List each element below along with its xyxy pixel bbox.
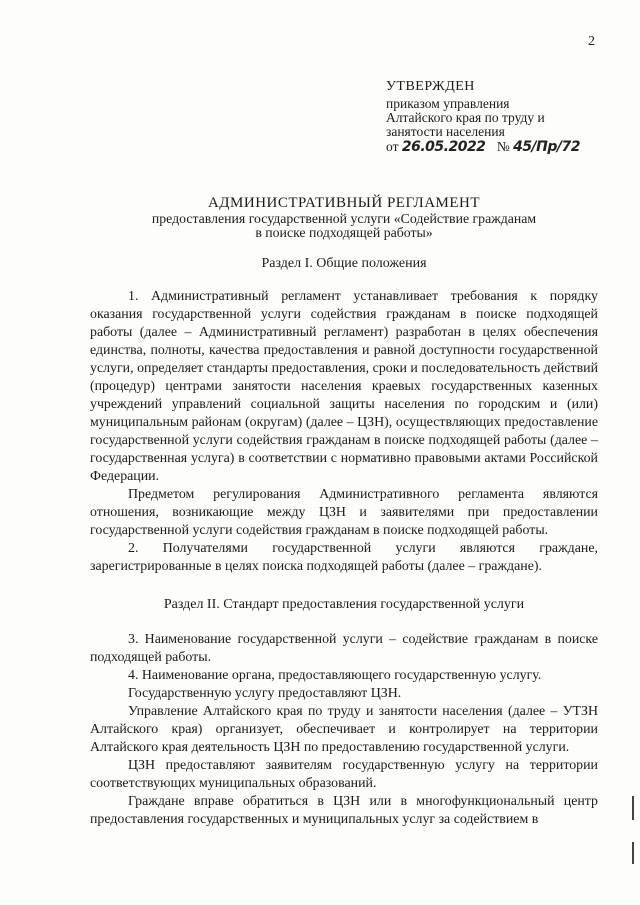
section-body bbox=[90, 288, 598, 576]
page-number: 2 bbox=[588, 34, 595, 49]
scan-edge-mark bbox=[632, 842, 634, 864]
approval-number: 45/Пр/72 bbox=[513, 139, 581, 155]
subtitle-line: предоставления государственной услуги «Содействие гражданам bbox=[151, 211, 537, 226]
paragraph: 1. Административный регламент устанавливает требования к порядку оказания государственной услуги содействия гражданам в поиске подходящей работы (далее – Административный регламент) разработан в целях обеспечения единства, полноты, качества предоставления и равной доступности государственной услуги, определяет стандарты предоставления, сроки и последовательность действий (процедур) центрами занятости населения краевых государственных казенных учреждений управлений социальной защиты населения по городским и (или) муниципальным районам (округам) (далее – ЦЗН), осуществляющих предоставление государственной услуги содействия гражданам в поиске подходящей работы (далее – государственная услуга) в соответствии с нормативно правовыми актами Российской Федерации. bbox=[90, 289, 598, 484]
approval-line: занятости населения bbox=[386, 124, 505, 139]
approval-line: приказом управления bbox=[386, 96, 510, 111]
section-heading: Раздел I. Общие положения bbox=[261, 256, 427, 271]
number-label: № bbox=[496, 139, 510, 154]
from-label: от bbox=[386, 139, 399, 154]
paragraph: 4. Наименование органа, предоставляющего государственную услугу. bbox=[128, 668, 542, 683]
subtitle-line: в поиске подходящей работы» bbox=[255, 225, 433, 240]
approval-date-line bbox=[386, 140, 626, 154]
paragraph: 3. Наименование государственной услуги – содействие гражданам в поиске подходящей работы. bbox=[90, 632, 598, 665]
paragraph: Граждане вправе обратиться в ЦЗН или в многофункциональный центр предоставления государственных и муниципальных услуг за содействием в bbox=[90, 794, 598, 827]
approval-stamp bbox=[386, 80, 626, 154]
paragraph: Предметом регулирования Административного регламента являются отношения, возникающие между ЦЗН и заявителями при предоставлении государственной услуги содействия гражданам в поиске подходящей работы. bbox=[90, 487, 598, 538]
main-title: АДМИНИСТРАТИВНЫЙ РЕГЛАМЕНТ bbox=[207, 195, 481, 211]
approval-heading: УТВЕРЖДЕН bbox=[386, 79, 475, 94]
approval-date: 26.05.2022 bbox=[401, 139, 486, 155]
paragraph: Государственную услугу предоставляют ЦЗН. bbox=[128, 686, 402, 701]
paragraph: Управление Алтайского края по труду и занятости населения (далее – УТЗН Алтайского края) организует, обеспечивает и контролирует на территории Алтайского края деятельность ЦЗН по предоставлению государственной услуги. bbox=[90, 704, 598, 755]
paragraph: 2. Получателями государственной услуги являются граждане, зарегистрированные в целях поиска подходящей работы (далее – граждане). bbox=[90, 541, 598, 574]
paragraph: ЦЗН предоставляют заявителям государственную услугу на территории соответствующих муниципальных образований. bbox=[90, 758, 598, 791]
document-title bbox=[90, 195, 598, 240]
section-heading: Раздел II. Стандарт предоставления государственной услуги bbox=[163, 597, 525, 612]
section-body bbox=[90, 631, 598, 829]
scan-edge-mark bbox=[632, 796, 634, 820]
approval-line: Алтайского края по труду и bbox=[386, 110, 545, 125]
